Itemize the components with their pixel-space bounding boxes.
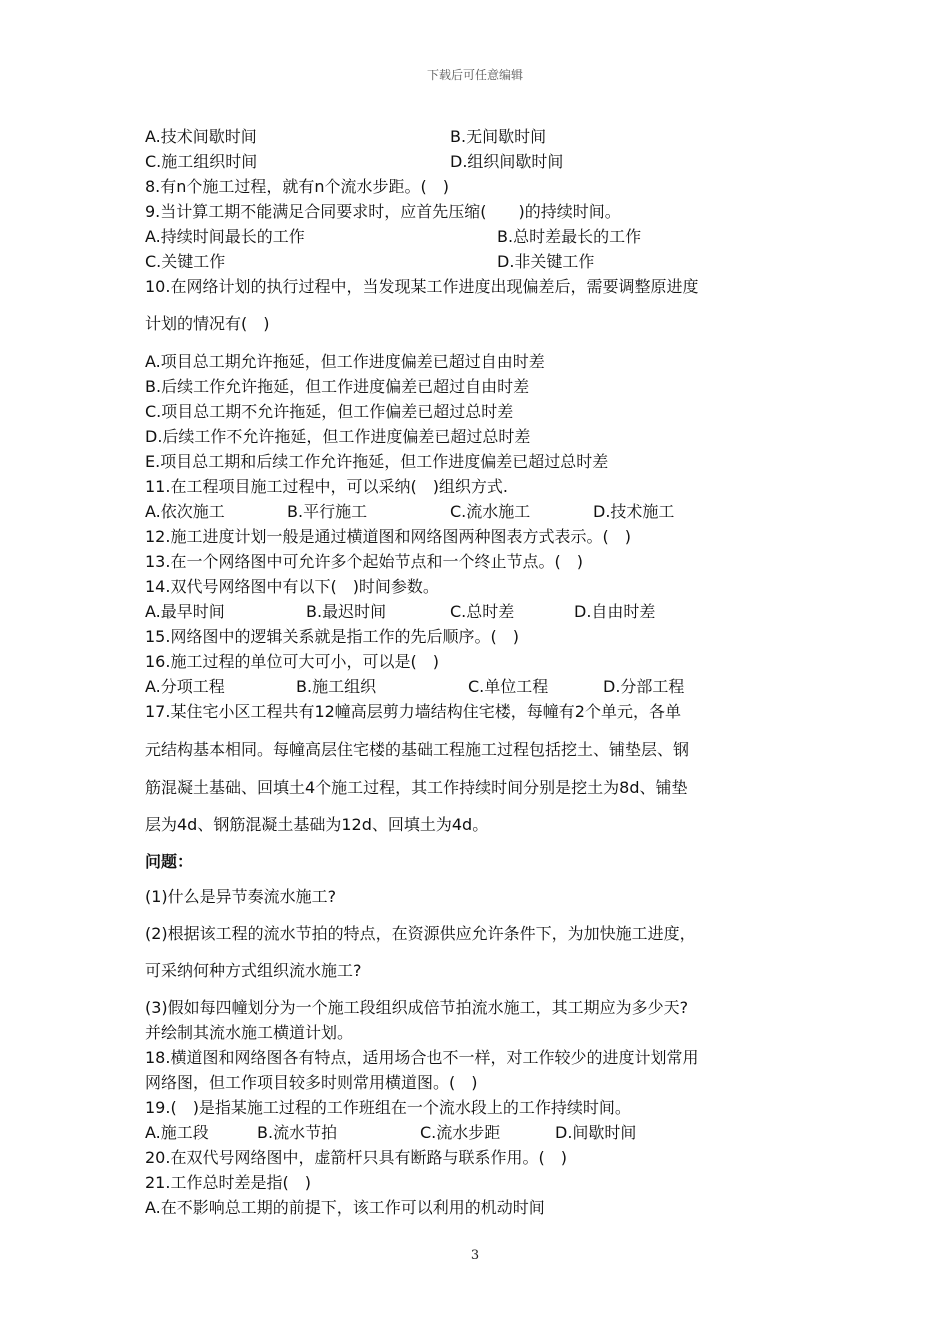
question-11: 11.在工程项目施工过程中，可以采纳( )组织方式. (145, 477, 509, 496)
questions-heading: 问题： (145, 852, 194, 871)
sub-question-2-line-1: (2)根据该工程的流水节拍的特点，在资源供应允许条件下，为加快施工进度， (145, 924, 696, 943)
option-b: B.平行施工 (287, 502, 368, 521)
question-13: 13.在一个网络图中可允许多个起始节点和一个终止节点。( ) (145, 552, 583, 571)
option-b: B.施工组织 (296, 677, 377, 696)
sub-question-1: (1)什么是异节奏流水施工? (145, 887, 337, 906)
question-10-line-2: 计划的情况有( ) (145, 314, 270, 333)
question-17-line-2: 元结构基本相同。每幢高层住宅楼的基础工程施工过程包括挖土、铺垫层、钢 (145, 740, 690, 759)
q14-options (145, 599, 815, 624)
option-c: C.关键工作 (145, 252, 226, 271)
q9-options (145, 224, 815, 249)
q19-options (145, 1120, 815, 1145)
option-c: C.单位工程 (468, 677, 549, 696)
option-d: D.组织间歇时间 (450, 152, 564, 171)
question-10-line-1: 10.在网络计划的执行过程中，当发现某工作进度出现偏差后，需要调整原进度 (145, 277, 699, 296)
question-9: 9.当计算工期不能满足合同要求时，应首先压缩( )的持续时间。 (145, 202, 621, 221)
option-b: B.总时差最长的工作 (497, 227, 642, 246)
question-14: 14.双代号网络图中有以下( )时间参数。 (145, 577, 439, 596)
option-a: A.技术间歇时间 (145, 127, 257, 146)
question-15: 15.网络图中的逻辑关系就是指工作的先后顺序。( ) (145, 627, 519, 646)
page-header: 下载后可任意编辑 (426, 68, 523, 82)
sub-question-3-line-2: 并绘制其流水施工横道计划。 (145, 1023, 354, 1042)
option-a: A.分项工程 (145, 677, 225, 696)
option-e: E.项目总工期和后续工作允许拖延，但工作进度偏差已超过总时差 (145, 452, 609, 471)
question-19: 19.( )是指某施工过程的工作班组在一个流水段上的工作持续时间。 (145, 1098, 631, 1117)
option-d: D.分部工程 (603, 677, 685, 696)
sub-question-2-line-2: 可采纳何种方式组织流水施工? (145, 961, 362, 980)
option-c: C.总时差 (450, 602, 515, 621)
q11-options (145, 499, 815, 524)
question-17-line-3: 筋混凝土基础、回填土4个施工过程，其工作持续时间分别是挖土为8d、铺垫 (145, 778, 688, 797)
option-c: C.流水施工 (450, 502, 531, 521)
option-d: D.技术施工 (593, 502, 675, 521)
option-a: A.依次施工 (145, 502, 225, 521)
option-a: A.最早时间 (145, 602, 225, 621)
option-d: D.间歇时间 (555, 1123, 637, 1142)
page-number: 3 (470, 1248, 480, 1263)
option-b: B.最迟时间 (306, 602, 387, 621)
option-b: B.无间歇时间 (450, 127, 547, 146)
question-20: 20.在双代号网络图中，虚箭杆只具有断路与联系作用。( ) (145, 1148, 567, 1167)
question-18-line-2: 网络图，但工作项目较多时则常用横道图。( ) (145, 1073, 478, 1092)
question-17-line-1: 17.某住宅小区工程共有12幢高层剪力墙结构住宅楼，每幢有2个单元，各单 (145, 702, 681, 721)
option-d: D.自由时差 (574, 602, 656, 621)
document-body (145, 124, 815, 1220)
sub-question-3-line-1: (3)假如每四幢划分为一个施工段组织成倍节拍流水施工，其工期应为多少天? (145, 998, 689, 1017)
option-c: C.项目总工期不允许拖延，但工作偏差已超过总时差 (145, 402, 514, 421)
option-a: A.施工段 (145, 1123, 209, 1142)
option-b: B.后续工作允许拖延，但工作进度偏差已超过自由时差 (145, 377, 530, 396)
question-12: 12.施工进度计划一般是通过横道图和网络图两种图表方式表示。( ) (145, 527, 631, 546)
q16-options (145, 674, 815, 699)
option-b: B.流水节拍 (257, 1123, 338, 1142)
option-d: D.后续工作不允许拖延，但工作进度偏差已超过总时差 (145, 427, 531, 446)
q9-options-2 (145, 249, 815, 274)
option-d: D.非关键工作 (497, 252, 595, 271)
option-a: A.持续时间最长的工作 (145, 227, 305, 246)
q7-options-2 (145, 149, 815, 174)
option-c: C.流水步距 (420, 1123, 501, 1142)
option-a: A.在不影响总工期的前提下，该工作可以利用的机动时间 (145, 1198, 545, 1217)
question-21: 21.工作总时差是指( ) (145, 1173, 311, 1192)
option-c: C.施工组织时间 (145, 152, 258, 171)
question-16: 16.施工过程的单位可大可小，可以是( ) (145, 652, 439, 671)
q7-options (145, 124, 815, 149)
question-8: 8.有n个施工过程，就有n个流水步距。( ) (145, 177, 450, 196)
question-17-line-4: 层为4d、钢筋混凝土基础为12d、回填土为4d。 (145, 815, 489, 834)
question-18-line-1: 18.横道图和网络图各有特点，适用场合也不一样，对工作较少的进度计划常用 (145, 1048, 699, 1067)
option-a: A.项目总工期允许拖延，但工作进度偏差已超过自由时差 (145, 352, 545, 371)
